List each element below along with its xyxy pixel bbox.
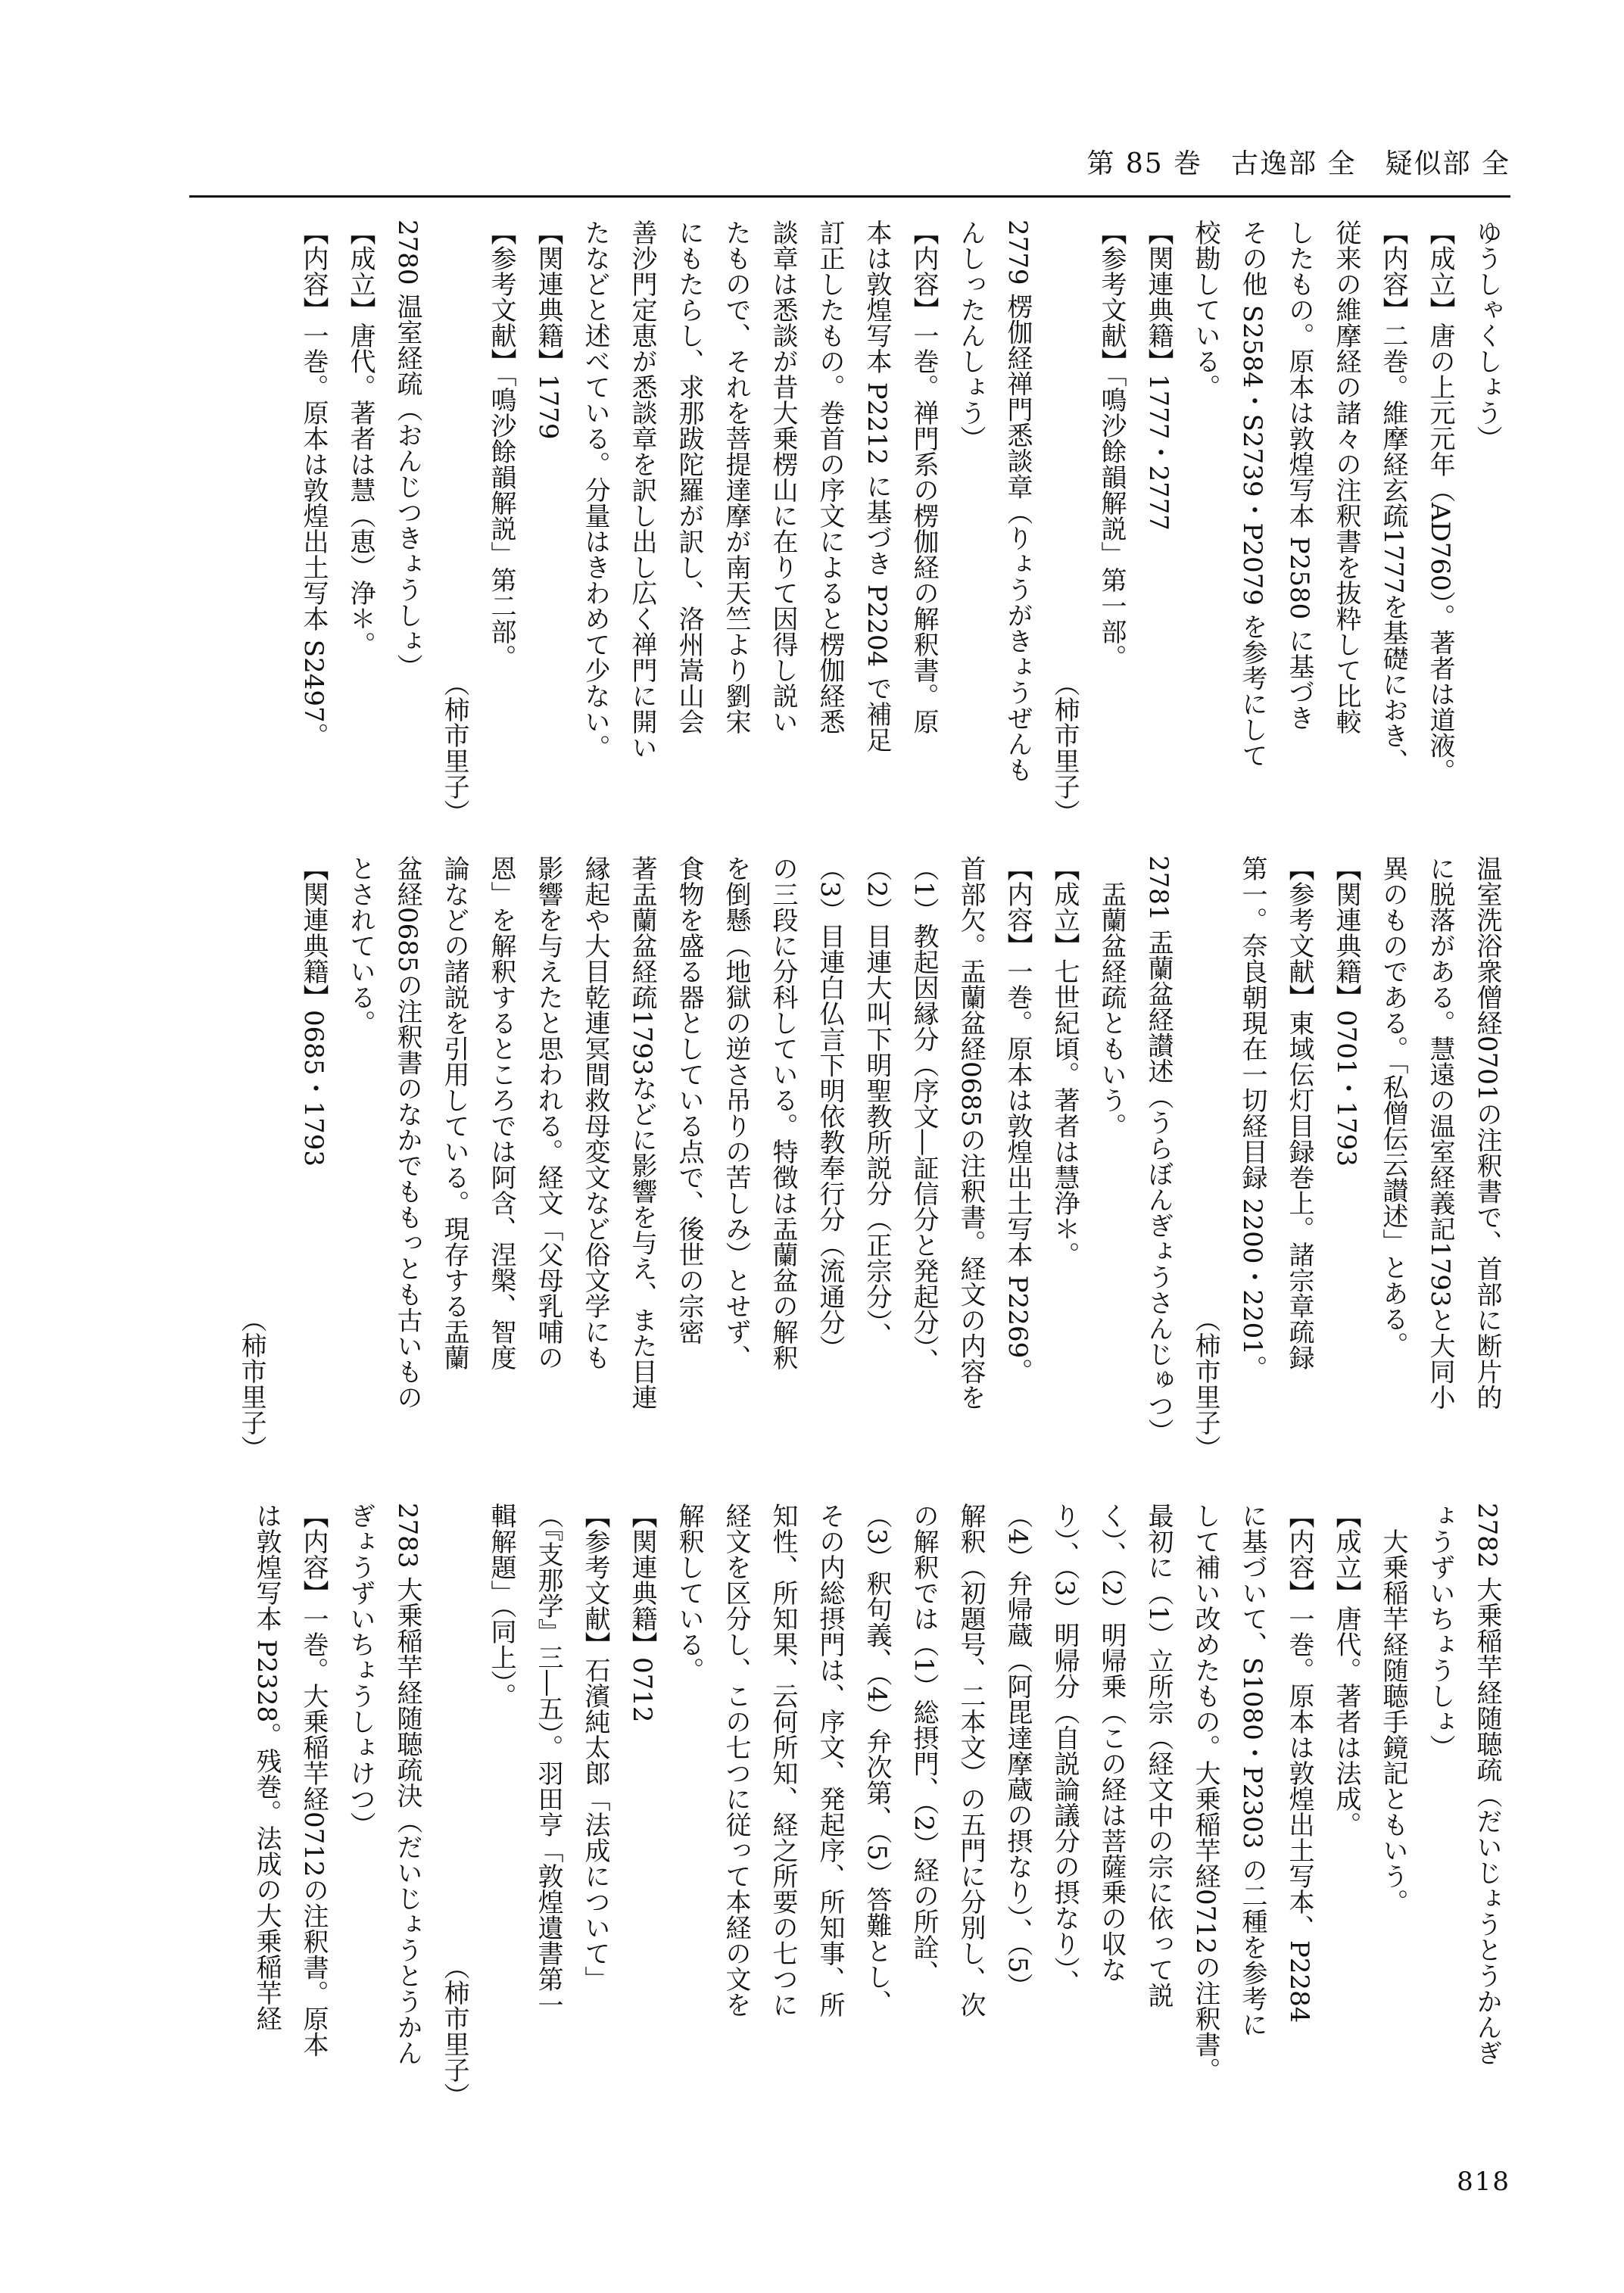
text-column: 経文を区分し、この七つに従って本経の文を xyxy=(721,1503,751,2017)
text-column: 解釈している。 xyxy=(674,1503,704,1683)
text-column: 善沙門定恵が悉談章を訳し出し広く禅門に開い xyxy=(627,220,657,760)
text-column: 【内容】一巻。大乗稲芉経0712の注釈書。原本 xyxy=(298,1503,329,2058)
text-column: 【成立】唐の上元元年（AD760）。著者は道液。 xyxy=(1425,220,1455,784)
text-tier-bottom xyxy=(110,1503,1510,2108)
text-column: 【内容】一巻。禅門系の楞伽経の解釈書。原 xyxy=(909,220,939,734)
text-column: 【関連典籍】1779 xyxy=(533,220,563,440)
text-column: にもたらし、求那跋陀羅が訳し、洛州嵩山会 xyxy=(674,220,704,734)
text-column: 論などの諸説を引用している。現存する盂蘭 xyxy=(439,855,469,1370)
text-column: 【関連典籍】0685・1793 xyxy=(298,855,329,1167)
text-column: したもの。原本は敦煌写本 P2580 に基づき xyxy=(1284,220,1314,731)
text-column: 首部欠。盂蘭盆経0685の注釈書。経文の内容を xyxy=(955,855,986,1410)
text-column: ゆうしゃくしょう） xyxy=(1472,220,1502,451)
author-signature: （柿市里子） xyxy=(236,1307,267,1461)
text-column: 著盂蘭盆経疏1793などに影響を与え、また目連 xyxy=(627,855,657,1410)
header-rule xyxy=(189,195,1510,198)
text-tier-middle xyxy=(110,855,1510,1461)
text-column: 盆経0685の注釈書のなかでももっとも古いもの xyxy=(392,855,422,1410)
text-column: 縁起や大目乾連冥間救母変文など俗文学にも xyxy=(580,855,610,1370)
text-column: 【内容】一巻。原本は敦煌出土写本、P2284 xyxy=(1284,1503,1314,2024)
text-column: 2782 大乗稲芉経随聴疏（だいじょうとうかんぎ xyxy=(1472,1503,1502,2066)
text-column: 【成立】唐代。著者は法成。 xyxy=(1331,1503,1361,1837)
author-signature: （柿市里子） xyxy=(439,1954,469,2108)
text-column: （3）釈句義、（4）弁次第、（5）答難とし、 xyxy=(862,1503,892,2015)
author-signature: （柿市里子） xyxy=(1190,1307,1220,1461)
text-column: 解釈（初題号、二本文）の五門に分別し、次 xyxy=(955,1503,986,2017)
text-column: （2）目連大叫下明聖教所説分（正宗分）、 xyxy=(862,855,892,1348)
column-gap xyxy=(275,855,290,1461)
text-column: （3）目連白仏言下明依教奉行分（流通分） xyxy=(815,855,845,1361)
text-column: （『支那学』三―五）。羽田亨「敦煌遺書第一 xyxy=(533,1503,563,2017)
text-column: の解釈では（1）総摂門、（2）経の所詮、 xyxy=(909,1503,939,1986)
text-column: 【関連典籍】1777・2777 xyxy=(1143,220,1174,531)
text-column: 【参考文献】石濱純太郎「法成について」 xyxy=(580,1503,610,1992)
author-signature: （柿市里子） xyxy=(439,671,469,825)
text-column: 第一。奈良朝現在一切経目録 2200・2201。 xyxy=(1237,855,1267,1381)
text-column: に脱落がある。慧遠の温室経義記1793と大同小 xyxy=(1425,855,1455,1410)
text-column: たもので、それを菩提達摩が南天竺より劉宋 xyxy=(721,220,751,734)
author-signature: （柿市里子） xyxy=(1049,671,1080,825)
text-column: （1）教起因縁分（序文―証信分と発起分）、 xyxy=(909,855,939,1374)
text-column: 大乗稲芉経随聴手鏡記ともいう。 xyxy=(1378,1528,1408,1914)
text-column: 従来の維摩経の諸々の注釈書を抜粋して比較 xyxy=(1331,220,1361,734)
text-column: 【成立】七世紀頃。著者は慧浄＊。 xyxy=(1049,855,1080,1267)
text-column: 2781 盂蘭盆経讃述（うらぼんぎょうさんじゅつ） xyxy=(1143,855,1174,1444)
text-column: 盂蘭盆経疏ともいう。 xyxy=(1096,881,1127,1139)
text-column: 【内容】一巻。原本は敦煌出土写本 P2269。 xyxy=(1002,855,1033,1385)
text-column: 最初に（1）立所宗（経文中の宗に依って説 xyxy=(1143,1503,1174,2008)
text-column: （4）弁帰蔵（阿毘達摩蔵の摂なり）、（5） xyxy=(1002,1503,1033,1999)
text-column: は敦煌写本 P2328。残巻。法成の大乗稲芉経 xyxy=(251,1503,282,2032)
text-column: 本は敦煌写本 P2212 に基づき P2204 で補足 xyxy=(862,220,892,753)
text-column: 2779 楞伽経禅門悉談章（りょうがきょうぜんも xyxy=(1002,220,1033,783)
text-column: 2783 大乗稲芉経随聴疏決（だいじょうとうかん xyxy=(392,1503,422,2066)
text-column: の三段に分科している。特徴は盂蘭盆の解釈 xyxy=(768,855,798,1370)
page-number: 818 xyxy=(1457,2167,1510,2197)
text-column: り）、（3）明帰分（自説論議分の摂なり）、 xyxy=(1049,1503,1080,1995)
text-column: 温室洗浴衆僧経0701の注釈書で、首部に断片的 xyxy=(1472,855,1502,1410)
text-column: 輯解題」（同上）。 xyxy=(486,1503,516,1709)
text-column: 談章は悉談が昔大乗楞山に在りて因得し説い xyxy=(768,220,798,734)
text-column: ょうずいちょうしょ） xyxy=(1425,1503,1455,1760)
text-column: 【関連典籍】0701・1793 xyxy=(1331,855,1361,1167)
text-column: 訂正したもの。巻首の序文によると楞伽経悉 xyxy=(815,220,845,734)
text-column: 【成立】唐代。著者は慧（恵）浄＊。 xyxy=(345,220,376,657)
text-column: ぎょうずいちょうしょけつ） xyxy=(345,1503,376,1837)
text-column: 【参考文献】「鳴沙餘韻解説」第一部。 xyxy=(1096,220,1127,670)
text-column: して補い改めたもの。大乗稲芉経0712の注釈書。 xyxy=(1190,1503,1220,2083)
text-column: たなどと述べている。分量はきわめて少ない。 xyxy=(580,220,610,760)
text-tier-top xyxy=(110,220,1510,825)
text-column: 知性、所知果、云何所知、経之所要の七つに xyxy=(768,1503,798,2017)
running-header: 第 85 巻 古逸部 全 疑似部 全 xyxy=(1086,148,1510,179)
text-column: 【参考文献】東域伝灯目録巻上。諸宗章疏録 xyxy=(1284,855,1314,1370)
text-column: く）、（2）明帰乗（この経は菩薩乗の収な xyxy=(1096,1503,1127,1983)
text-column: 恩」を解釈するところでは阿含、涅槃、智度 xyxy=(486,855,516,1370)
text-column: とされている。 xyxy=(345,855,376,1036)
text-column: 【内容】一巻。原本は敦煌出土写本 S2497。 xyxy=(298,220,329,749)
text-column: 2780 温室経疏（おんじつきょうしょ） xyxy=(392,220,422,680)
text-column: 校勘している。 xyxy=(1190,220,1220,400)
text-column: を倒懸（地獄の逆さ吊りの苦しみ）とせず、 xyxy=(721,855,751,1370)
text-column: 【参考文献】「鳴沙餘韻解説」第二部。 xyxy=(486,220,516,670)
text-column: その他 S2584・S2739・P2079 を参考にして xyxy=(1237,220,1267,768)
text-column: 【関連典籍】0712 xyxy=(627,1503,657,1723)
text-column: その内総摂門は、序文、発起序、所知事、所 xyxy=(815,1503,845,2017)
text-column: 異のものである。「私僧伝云讃述」とある。 xyxy=(1378,855,1408,1357)
text-column: 【内容】二巻。維摩経玄疏1777を基礎におき、 xyxy=(1378,220,1408,774)
text-column: 食物を盛る器としている点で、後世の宗密 xyxy=(674,855,704,1344)
text-column: んしったんしょう） xyxy=(955,220,986,451)
text-column: 影響を与えたと思われる。経文「父母乳哺の xyxy=(533,855,563,1370)
text-column: に基づいて、S1080・P2303 の二種を参考に xyxy=(1237,1503,1267,2038)
